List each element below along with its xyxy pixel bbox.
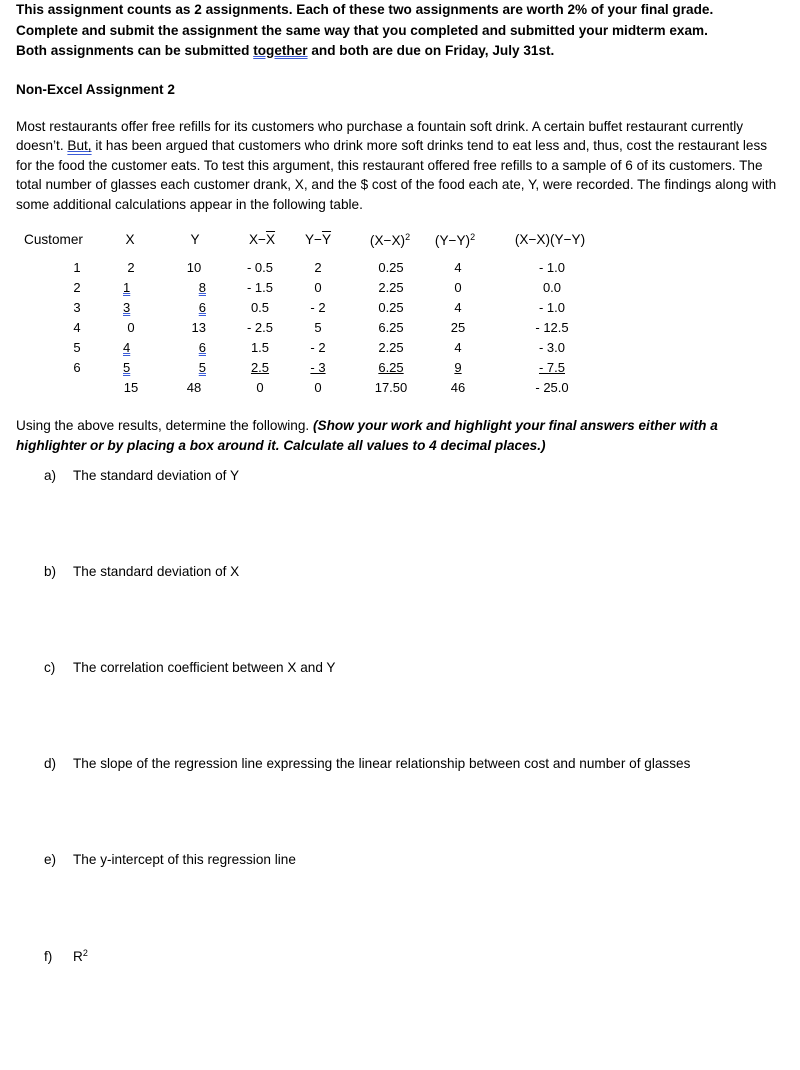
header-y-squared-exponent: 2 xyxy=(470,232,476,242)
paragraph-part-1: Most restaurants offer free refills for its customers who purchase a fountain soft drink. A certain buffet restaurant currently doesn’t. xyxy=(16,119,744,154)
header-x-deviation xyxy=(232,232,292,247)
instructions-italic: (Show your work and highlight your final answers either with a highlighter or by placing a box around it. Calculate all values to 4 decimal places.) xyxy=(16,418,718,453)
intro-line-2: Complete and submit the assignment the same way that you completed and submitted your midterm exam. xyxy=(16,22,708,38)
header-y-deviation-ybar: $\overline{Y}$ xyxy=(321,232,332,247)
intro-line-3-start: Both assignments can be submitted xyxy=(16,43,254,58)
question-c xyxy=(44,660,335,675)
cell-y-deviation: 0 xyxy=(314,280,322,295)
cell-xy-product: 0.0 xyxy=(542,280,562,295)
cell-customer: 5 xyxy=(73,340,81,355)
intro-line-3-end: and both are due on Friday, July 31st. xyxy=(307,43,555,58)
total-xy-product: - 25.0 xyxy=(535,380,569,395)
header-xy-product: (X−X)(Y−Y) xyxy=(514,232,586,247)
question-f xyxy=(44,948,88,964)
question-a xyxy=(44,468,239,483)
cell-x-squared: 0.25 xyxy=(378,260,404,275)
cell-x: 1 xyxy=(123,280,131,295)
header-y: Y xyxy=(190,232,200,247)
header-y-deviation-minus: − xyxy=(314,232,322,247)
cell-y: 8 xyxy=(198,280,206,295)
data-table xyxy=(20,232,620,402)
cell-y-squared: 9 xyxy=(454,360,462,375)
paragraph-part-3: it has been argued that customers who drink more soft drinks tend to eat less and, thus, cost the restaurant less for the food the customer eats. To test this argument, this restaurant offered free refills to a sample of 6 of its customers. The total number of glasses each customer drank, X, and the $ cost of the food each ate, Y, were recorded. The findings along with some additional calculations appear in the following table. xyxy=(16,138,777,212)
header-x-deviation-x: X xyxy=(248,232,259,247)
intro-line-3 xyxy=(16,41,786,62)
cell-x-deviation: 2.5 xyxy=(250,360,270,375)
header-y-deviation-y: Y xyxy=(304,232,315,247)
cell-x: 5 xyxy=(123,360,131,375)
question-text: The standard deviation of X xyxy=(73,564,240,579)
total-y-deviation: 0 xyxy=(314,380,322,395)
cell-customer: 2 xyxy=(73,280,81,295)
cell-y-deviation: - 2 xyxy=(310,300,326,315)
question-e xyxy=(44,852,296,867)
total-x: 15 xyxy=(123,380,139,395)
cell-xy-product: - 1.0 xyxy=(538,300,565,315)
cell-x-squared: 6.25 xyxy=(378,360,404,375)
cell-xy-product: - 1.0 xyxy=(538,260,565,275)
cell-y-squared: 4 xyxy=(454,300,462,315)
header-y-squared-label: (Y−Y) xyxy=(434,233,471,248)
cell-customer: 6 xyxy=(73,360,81,375)
total-x-squared: 17.50 xyxy=(374,380,408,395)
cell-customer: 3 xyxy=(73,300,81,315)
cell-y-deviation: 2 xyxy=(314,260,322,275)
header-x-squared-label: (X−X) xyxy=(369,233,406,248)
total-y: 48 xyxy=(186,380,202,395)
cell-xy-product: - 3.0 xyxy=(538,340,565,355)
header-x: X xyxy=(125,232,135,247)
cell-y-squared: 4 xyxy=(454,340,462,355)
cell-x: 0 xyxy=(127,320,135,335)
cell-x-deviation: 1.5 xyxy=(250,340,270,355)
cell-x-deviation: - 1.5 xyxy=(246,280,273,295)
question-label: f) xyxy=(44,949,53,964)
header-x-deviation-minus: − xyxy=(258,232,266,247)
cell-y: 13 xyxy=(191,320,206,335)
cell-xy-product: - 12.5 xyxy=(535,320,569,335)
cell-y: 6 xyxy=(198,340,206,355)
cell-x: 4 xyxy=(123,340,131,355)
question-d xyxy=(44,756,690,771)
cell-y: 5 xyxy=(198,360,206,375)
cell-y: 10 xyxy=(186,260,202,275)
cell-xy-product: - 7.5 xyxy=(538,360,565,375)
cell-y-squared: 0 xyxy=(454,280,462,295)
header-y-squared xyxy=(425,232,485,248)
assignment-intro xyxy=(16,0,786,62)
header-customer: Customer xyxy=(24,232,83,247)
question-label: b) xyxy=(44,564,57,579)
question-superscript: 2 xyxy=(82,948,88,958)
paragraph-part-2: But, xyxy=(67,138,92,154)
cell-y-squared: 4 xyxy=(454,260,462,275)
instructions xyxy=(16,416,786,456)
section-heading: Non-Excel Assignment 2 xyxy=(16,82,175,97)
question-b xyxy=(44,564,239,579)
total-x-deviation: 0 xyxy=(256,380,264,395)
cell-y-deviation: - 2 xyxy=(310,340,326,355)
cell-y: 6 xyxy=(198,300,206,315)
question-text: The correlation coefficient between X and Y xyxy=(73,660,336,675)
question-label: d) xyxy=(44,756,57,771)
question-text: The slope of the regression line expressing the linear relationship between cost and number of glasses xyxy=(73,756,691,771)
problem-paragraph xyxy=(16,117,786,214)
cell-y-deviation: - 3 xyxy=(310,360,326,375)
cell-x-squared: 6.25 xyxy=(378,320,404,335)
cell-x-deviation: - 0.5 xyxy=(246,260,273,275)
question-label: a) xyxy=(44,468,57,483)
cell-y-squared: 25 xyxy=(450,320,466,335)
cell-x: 2 xyxy=(127,260,135,275)
header-y-deviation xyxy=(288,232,348,247)
cell-x-squared: 2.25 xyxy=(378,280,404,295)
question-label: c) xyxy=(44,660,56,675)
instructions-normal: Using the above results, determine the following. xyxy=(16,418,313,433)
cell-customer: 1 xyxy=(73,260,81,275)
header-x-squared-exponent: 2 xyxy=(405,232,411,242)
cell-x-squared: 2.25 xyxy=(378,340,404,355)
cell-x-squared: 0.25 xyxy=(378,300,404,315)
header-x-deviation-xbar: $\overline{X}$ xyxy=(265,232,276,247)
question-label: e) xyxy=(44,852,57,867)
question-text: R xyxy=(73,949,83,964)
question-text: The standard deviation of Y xyxy=(73,468,240,483)
cell-customer: 4 xyxy=(73,320,81,335)
cell-x-deviation: 0.5 xyxy=(250,300,270,315)
cell-x: 3 xyxy=(123,300,131,315)
question-text: The y-intercept of this regression line xyxy=(73,852,296,867)
header-x-squared xyxy=(360,232,420,248)
intro-line-1: This assignment counts as 2 assignments. Each of these two assignments are worth 2% of your final grade. xyxy=(16,2,714,17)
cell-y-deviation: 5 xyxy=(314,320,322,335)
cell-x-deviation: - 2.5 xyxy=(246,320,273,335)
total-y-squared: 46 xyxy=(450,380,466,395)
intro-line-3-together: together xyxy=(253,43,308,58)
